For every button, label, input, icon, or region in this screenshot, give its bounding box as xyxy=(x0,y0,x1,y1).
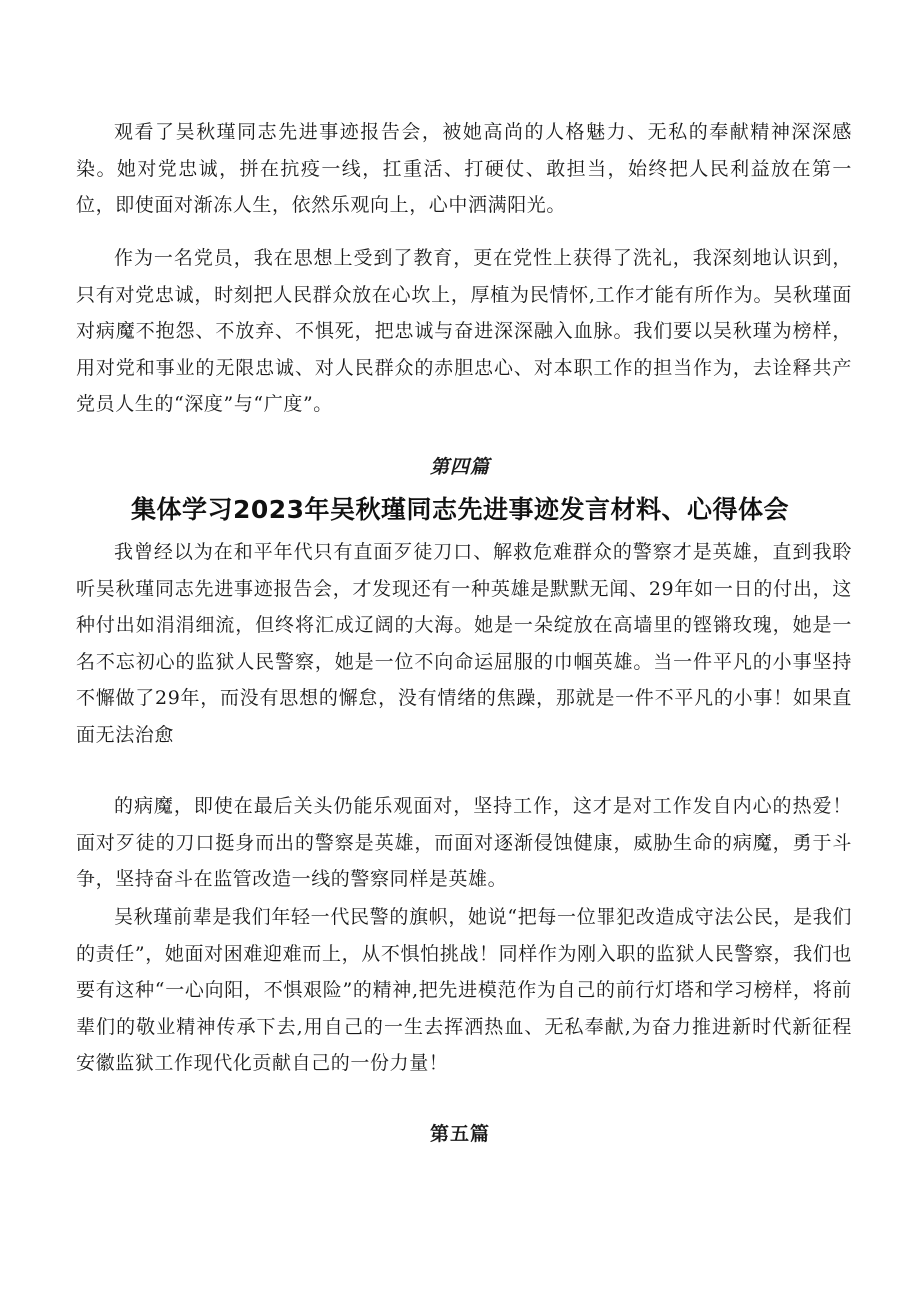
section-label-4: 第四篇 xyxy=(429,456,490,478)
section-title-4: 集体学习2023年吴秋瑾同志先进事迹发言材料、心得体会 xyxy=(130,495,790,524)
paragraph-hero: 我曾经以为在和平年代只有直面歹徒刀口、解救危难群众的警察才是英雄，直到我聆听吴秋瑾同志先进事迹报告会，才发现还有一种英雄是默默无闻、29年如一日的付出，这种付出如涓涓细流，但终将汇成辽阔的大海。她是一朵绽放在高墙里的铿锵玫瑰，她是一名不忘初心的监狱人民警察，她是一位不向命运屈服的巾帼英雄。当一件平凡的小事坚持不懈做了29年，而没有思想的懈怠，没有情绪的焦躁，那就是一件不平凡的小事！如果直面无法治愈 xyxy=(76,541,852,746)
paragraph-reflection: 作为一名党员，我在思想上受到了教育，更在党性上获得了洗礼，我深刻地认识到，只有对党忠诚，时刻把人民群众放在心坎上，厚植为民情怀,工作才能有所作为。吴秋瑾面对病魔不抱怨、不放弃、不惧死，把忠诚与奋进深深融入血脉。我们要以吴秋瑾为榜样，用对党和事业的无限忠诚、对人民群众的赤胆忠心、对本职工作的担当作为，去诠释共产党员人生的“深度”与“广度”。 xyxy=(76,247,852,415)
paragraph-illness: 的病魔，即使在最后关头仍能乐观面对，坚持工作，这才是对工作发自内心的热爱！面对歹徒的刀口挺身而出的警察是英雄，而面对逐渐侵蚀健康，威胁生命的病魔，勇于斗争，坚持奋斗在监管改造一线的警察同样是英雄。 xyxy=(76,795,852,890)
paragraph-intro: 观看了吴秋瑾同志先进事迹报告会，被她高尚的人格魅力、无私的奉献精神深深感染。她对党忠诚，拼在抗疫一线，扛重活、打硬仗、敢担当，始终把人民利益放在第一位，即使面对渐冻人生，依然乐观向上，心中洒满阳光。 xyxy=(76,121,852,216)
section-label-5: 第五篇 xyxy=(429,1123,490,1145)
paragraph-role-model: 吴秋瑾前辈是我们年轻一代民警的旗帜，她说“把每一位罪犯改造成守法公民，是我们的责任”，她面对困难迎难而上，从不惧怕挑战！同样作为刚入职的监狱人民警察，我们也要有这种“一心向阳，不惧艰险”的精神,把先进模范作为自己的前行灯塔和学习榜样，将前辈们的敬业精神传承下去,用自己的一生去挥洒热血、无私奉献,为奋力推进新时代新征程安徽监狱工作现代化贡献自己的一份力量！ xyxy=(76,906,852,1074)
